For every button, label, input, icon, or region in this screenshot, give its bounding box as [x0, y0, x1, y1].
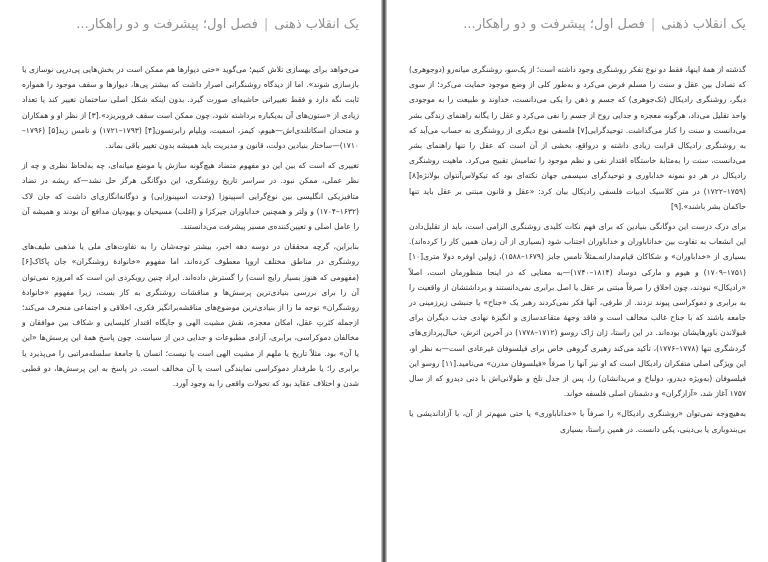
paragraph: برای درک درست این دوگانگی بنیادین که برای فهم نکات کلیدی روشنگری الزامی است، باید از تقلیل‌دادن این انشعاب به تفاوت بین خداناباوران و خداباوران اجتناب شود (بسیاری از آن زمان همین کار را کرده‌اند). بسیاری از «خداباوران» و شکاکان قیام‌مدارانه‌ـمثلاً تامس جابز (۱۶۷۹–۱۵۸۸)، ژولین اوفره دولا متری[۱۰] (۱۷۵۱–۱۷۰۹) و هیوم و مارکی دوساد (۱۸۱۴–۱۷۴۰)—به معنایی که در اینجا منظورمان است، اصلاً «رادیکال» نبودند، چون اخلاق را صرفاً مبتنی بر عقل یا اصل برابری نمی‌دانستند و برداشتشان از واقعیت را به برابری و دموکراسی پیوند نزدند. از طرفی، آنها فکر نمی‌کردند رهبر یک «جناح» یا جنبشی زیرزمینی در جامعه باشند که با جناح غالب مخالف است و فاقد وجههٔ متقاعدسازی و انگیزهٔ نهادی جذب دیگران برای قبولاندن باورهایشان بوده‌اند. در این راستا، ژان ژاک روسو (۱۷۱۲–۱۷۷۸) در آخرین اثرش، خیال‌پردازی‌های گردشگری تنها (۱۷۷۸–۱۷۷۶)، تأکید می‌کند رهبری گروهی خاص برای فیلسوفان غیرعادی است—به نظر او، این ویژگی اصلی متفکران رادیکال است که او نیز آنها را صرفاً «فیلسوفان مدرن» می‌نامید.[۱۱] روسو این فیلسوفان (به‌ویژه دیدرو، دولباخ و مریدانشان) را، پس از جدل تلخ و طولانی‌اش با دنی دیدرو که از سال ۱۷۵۷ آغاز شد، «آزارگران» و دشمنان اصلی فلسفه خواند. — [409, 222, 747, 399]
book-title: یک انقلاب ذهنی — [274, 17, 359, 32]
chapter-title: فصل اول؛ پیشرفت و دو راهکار... — [76, 17, 258, 32]
right-page — [387, 0, 768, 562]
paragraph: به‌هیچ‌وجه نمی‌توان «روشنگری رادیکال» را صرفاً با «خداناباوری» یا حتی مبهم‌تر از آن، با آزاداندیشی یا بی‌بندوباری یا بی‌دینی، یکی دانست. در همین راستا، بسیاری — [409, 409, 746, 434]
page-body — [22, 62, 359, 391]
paragraph: می‌خواهد برای بهسازی تلاش کنیم؛ می‌گوید «حتی دیوارها هم ممکن است در بخش‌هایی پی‌درپی نوسازی یا بازسازی شوند». اما از دیدگاه روشنگرانی اصرار داشت که بیشتر پی‌ها، دیوارها و سقف موجود را همواره ثابت نگه دارد و فقط تغییراتی حاشیه‌ای صورت گیرد. بدون اینکه شکل اصلی ساختمان تغییر کند یا تعداد زیادی از «ستون‌های آن به‌یکباره برداشته شود، چون ممکن است سقف فروبریزد».[۳] از نظر او و همکاران و متحدان اسکاتلندی‌اش—هیوم، کیمز، اسمیت، ویلیام رابرتسون[۴] (۱۷۹۳–۱۷۲۱) و تامس رید[۵] (۱۷۹۶–۱۷۱۰)—ساختار بنیادین دولت، قانون و مدیریت باید همیشه بدون تغییر باقی بماند. — [22, 65, 359, 151]
paragraph: گذشته از همهٔ اینها، فقط دو نوع تفکر روشنگری وجود داشته است؛ از یک‌سو، روشنگری میانه‌رو (دوجوهری) که تصادل بین عقل و سنت را مسلم فرض می‌کرد و به‌طور کلی از وضع موجود حمایت می‌کرد؛ از سوی دیگر، روشنگری رادیکال (تک‌جوهری) که جسم و ذهن را یکی می‌دانست، خداوند و طبیعت را به موجودی واحد تقلیل می‌داد، هرگونه معجزه و جدایی روح از جسم را نفی می‌کرد و عقل را یگانه راهنمای زندگی بشر می‌دانست و سنت را کنار می‌گذاشت. توحیدگرایی[۷] فلسفی نوع دیگری از روشنگری به حساب می‌آید که به روشنگری رادیکال قرابت زیادی داشته و درواقع، بخشی از آن است که عقل را تنها راهنمای بشر می‌دانست، سنت را به‌مثابهٔ خاستگاه اقتدار نفی و نظم موجود را تمامیش تقبیح می‌کرد. ماهیت روشنگری رادیکال در هر دو نمونه خداباوری و توحیدگرای سیسمی جهان نکته‌ای بود که تیکولاس‌آنتوان بولانژه[۸] (۱۷۵۹–۱۷۲۲) در متن کلاسیک ادبیات فلسفی رادیکال بیان کرد: «عقل و قانون مبتنی بر عقل باید تنها حاکمان بشر باشند».[۹] — [409, 65, 746, 211]
left-page — [0, 0, 381, 562]
chapter-title: فصل اول؛ پیشرفت و دو راهکار... — [463, 17, 645, 32]
book-title: یک انقلاب ذهنی — [661, 17, 746, 32]
header-separator: | — [650, 17, 656, 32]
header-separator: | — [263, 17, 269, 32]
page-header — [409, 14, 746, 36]
page-header — [22, 14, 359, 36]
page-body — [409, 62, 746, 437]
paragraph: بنابراین، گرچه محققان در دوسه دهه اخیر، بیشتر توجه‌شان را به تفاوت‌های ملی یا مذهبی طیف‌های روشنگری در مناطق مختلف اروپا معطوف کرده‌اند، اما مفهوم «خانوادهٔ روشنگران» جان پاکاک[۶] (مفهومی که هنوز بسیار رایج است) را گسترش داده‌اند. ایراد چنین رویکردی این است که امروزه نمی‌توان آن را برای بررسی بنیادی‌ترین پرسش‌ها و مناقشات روشنگری به کار بست، زیرا مفهوم «خانوادهٔ روشنگران» توجه ما را از بنیادی‌ترین موضوع‌های مناقشه‌برانگیز فکری، اخلاقی و اجتماعی منحرف می‌کند؛ ازجمله کثرتِ عقل، امکان معجزه، نقش مشیت الهی و جایگاه اقتدار کلیسایی و شکاف بین موافقان و مخالفان دموکراسی، برابری، آزادی مطبوعات و جدایی دین از سیاست. چون پاسخ همهٔ این پرسش‌ها «این یا آن» بود. مثلاً تاریخ یا ملهم از مشیت الهی است یا نیست؛ انسان یا جامعهٔ سلسله‌مراتبی را می‌پذیرد یا برابری را؛ یا طرفدار دموکراسی نمایندگی است یا آن مخالف است. در پاسخ به این پرسش‌ها، دو قطبی شدن و اختلاف عقاید بود که تحولات واقعی را به وجود آورد. — [22, 242, 359, 389]
paragraph: تغییری که است که بین این دو مفهوم متضاد هیچ‌گونه سازش یا موضع میانه‌ای، چه به‌لحاظ نظری و چه از نظر عملی، ممکن نبود. در سراسر تاریخ روشنگری، این دوگانگی هرگز حل نشد—که ریشه در تضاد متافیزیکی انگلیسی بین نوع‌گرایی اسپینوزا (وحدت اسپینوزایی) و دوگانه‌انگاری‌ای داشت که جان لاک (۱۶۳۲–۱۷۰۴) و ولتر و همچنین خداباوران جیرکزا و (اغلب) مسیحیان و یهودیان مدافع آن بودند و همیشه آن را عامل اصلی و تعیین‌کننده‌ی مسیر پیشرفت می‌دانستند. — [22, 161, 359, 232]
